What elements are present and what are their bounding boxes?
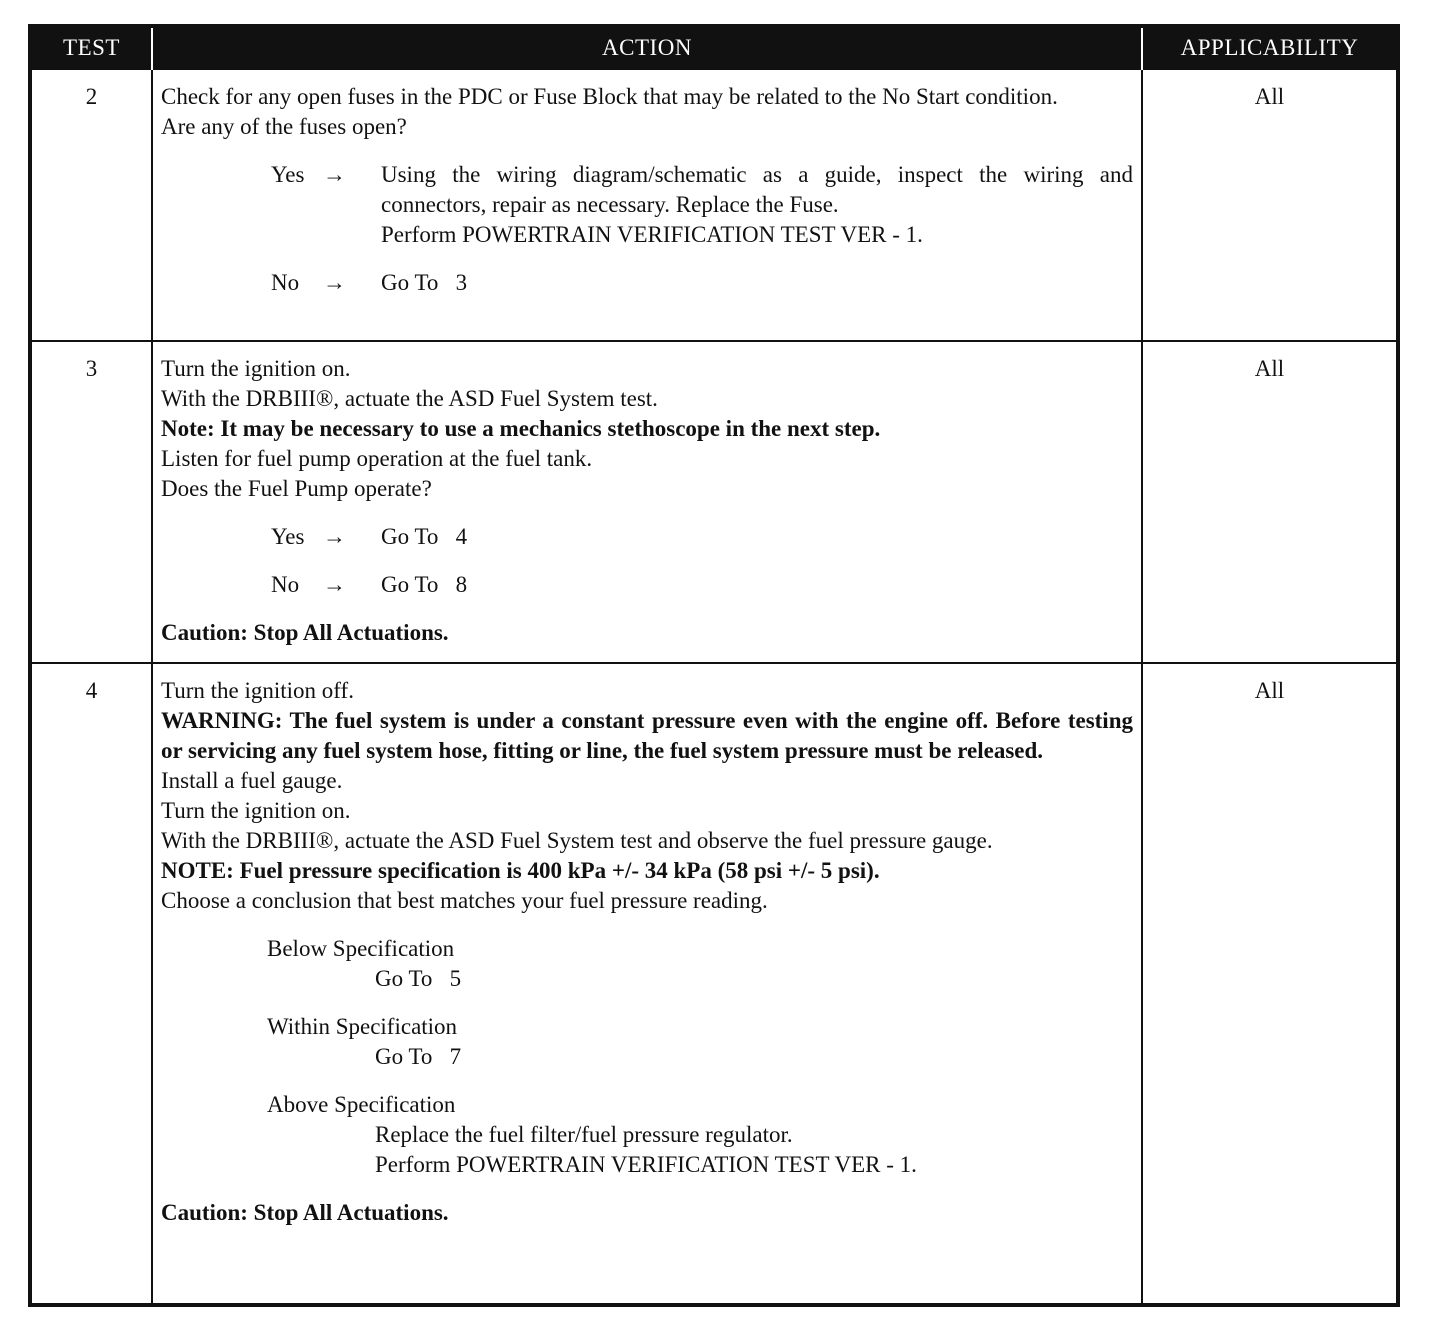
branch-yes bbox=[161, 160, 1133, 250]
caution-note: Caution: Stop All Actuations. bbox=[161, 620, 449, 645]
conclusion-label: Below Specification bbox=[267, 936, 455, 961]
branch-result: Go To 8 bbox=[381, 572, 468, 597]
conclusion-result: Go To 5 bbox=[375, 966, 462, 991]
action-step: Install a fuel gauge. bbox=[161, 768, 343, 793]
action-cell bbox=[152, 663, 1142, 1305]
table-row bbox=[30, 341, 1398, 663]
branch-yes bbox=[161, 522, 1133, 552]
header-applicability: APPLICABILITY bbox=[1142, 26, 1398, 69]
branch-result: Go To 3 bbox=[381, 270, 468, 295]
action-cell bbox=[152, 341, 1142, 663]
applicability-value: All bbox=[1142, 69, 1398, 341]
conclusion-below bbox=[161, 934, 1133, 994]
table-row bbox=[30, 69, 1398, 341]
caution-note: Caution: Stop All Actuations. bbox=[161, 1200, 449, 1225]
branch-no bbox=[161, 268, 1133, 298]
diagnostic-test-page bbox=[28, 24, 1396, 1307]
header-test: TEST bbox=[30, 26, 152, 69]
branch-no bbox=[161, 570, 1133, 600]
action-step: Turn the ignition off. bbox=[161, 678, 354, 703]
test-number: 4 bbox=[30, 663, 152, 1305]
branch-answer: Yes bbox=[271, 162, 305, 187]
action-step: Turn the ignition on. bbox=[161, 798, 351, 823]
action-step: Turn the ignition on. bbox=[161, 356, 351, 381]
conclusion-label: Within Specification bbox=[267, 1014, 458, 1039]
action-step: With the DRBIII®, actuate the ASD Fuel System test. bbox=[161, 386, 658, 411]
applicability-value: All bbox=[1142, 341, 1398, 663]
warning-note: WARNING: The fuel system is under a constant pressure even with the engine off. Before testing or servicing any fuel system hose, fitting or line, the fuel system pressure must be released. bbox=[161, 708, 1133, 763]
action-step: Check for any open fuses in the PDC or Fuse Block that may be related to the No Start condition. bbox=[161, 84, 1058, 109]
action-cell bbox=[152, 69, 1142, 341]
conclusion-result: Replace the fuel filter/fuel pressure regulator. bbox=[375, 1122, 793, 1147]
action-question: Does the Fuel Pump operate? bbox=[161, 476, 432, 501]
action-step: Listen for fuel pump operation at the fuel tank. bbox=[161, 446, 593, 471]
branch-answer: No bbox=[271, 270, 300, 295]
conclusion-above bbox=[161, 1090, 1133, 1180]
action-question: Are any of the fuses open? bbox=[161, 114, 407, 139]
test-number: 2 bbox=[30, 69, 152, 341]
branch-result: Perform POWERTRAIN VERIFICATION TEST VER - 1. bbox=[381, 222, 923, 247]
conclusion-result: Go To 7 bbox=[375, 1044, 462, 1069]
action-step: With the DRBIII®, actuate the ASD Fuel System test and observe the fuel pressure gauge. bbox=[161, 828, 993, 853]
header-action: ACTION bbox=[152, 26, 1142, 69]
arrow-right-icon: → bbox=[323, 270, 346, 295]
arrow-right-icon: → bbox=[323, 572, 346, 597]
arrow-right-icon: → bbox=[323, 162, 346, 187]
table-header-row bbox=[30, 26, 1398, 69]
branch-answer: No bbox=[271, 572, 300, 597]
conclusion-result: Perform POWERTRAIN VERIFICATION TEST VER - 1. bbox=[375, 1152, 917, 1177]
spec-note: NOTE: Fuel pressure specification is 400 kPa +/- 34 kPa (58 psi +/- 5 psi). bbox=[161, 858, 880, 883]
branch-answer: Yes bbox=[271, 524, 305, 549]
test-number: 3 bbox=[30, 341, 152, 663]
conclusion-label: Above Specification bbox=[267, 1092, 456, 1117]
action-question: Choose a conclusion that best matches your fuel pressure reading. bbox=[161, 888, 768, 913]
diagnostic-test-table bbox=[28, 24, 1400, 1307]
branch-result: Go To 4 bbox=[381, 524, 468, 549]
action-note: Note: It may be necessary to use a mechanics stethoscope in the next step. bbox=[161, 416, 881, 441]
conclusion-within bbox=[161, 1012, 1133, 1072]
applicability-value: All bbox=[1142, 663, 1398, 1305]
arrow-right-icon: → bbox=[323, 524, 346, 549]
table-row bbox=[30, 663, 1398, 1305]
branch-result: Using the wiring diagram/schematic as a guide, inspect the wiring and connectors, repair as necessary. Replace the Fuse. bbox=[381, 162, 1133, 217]
